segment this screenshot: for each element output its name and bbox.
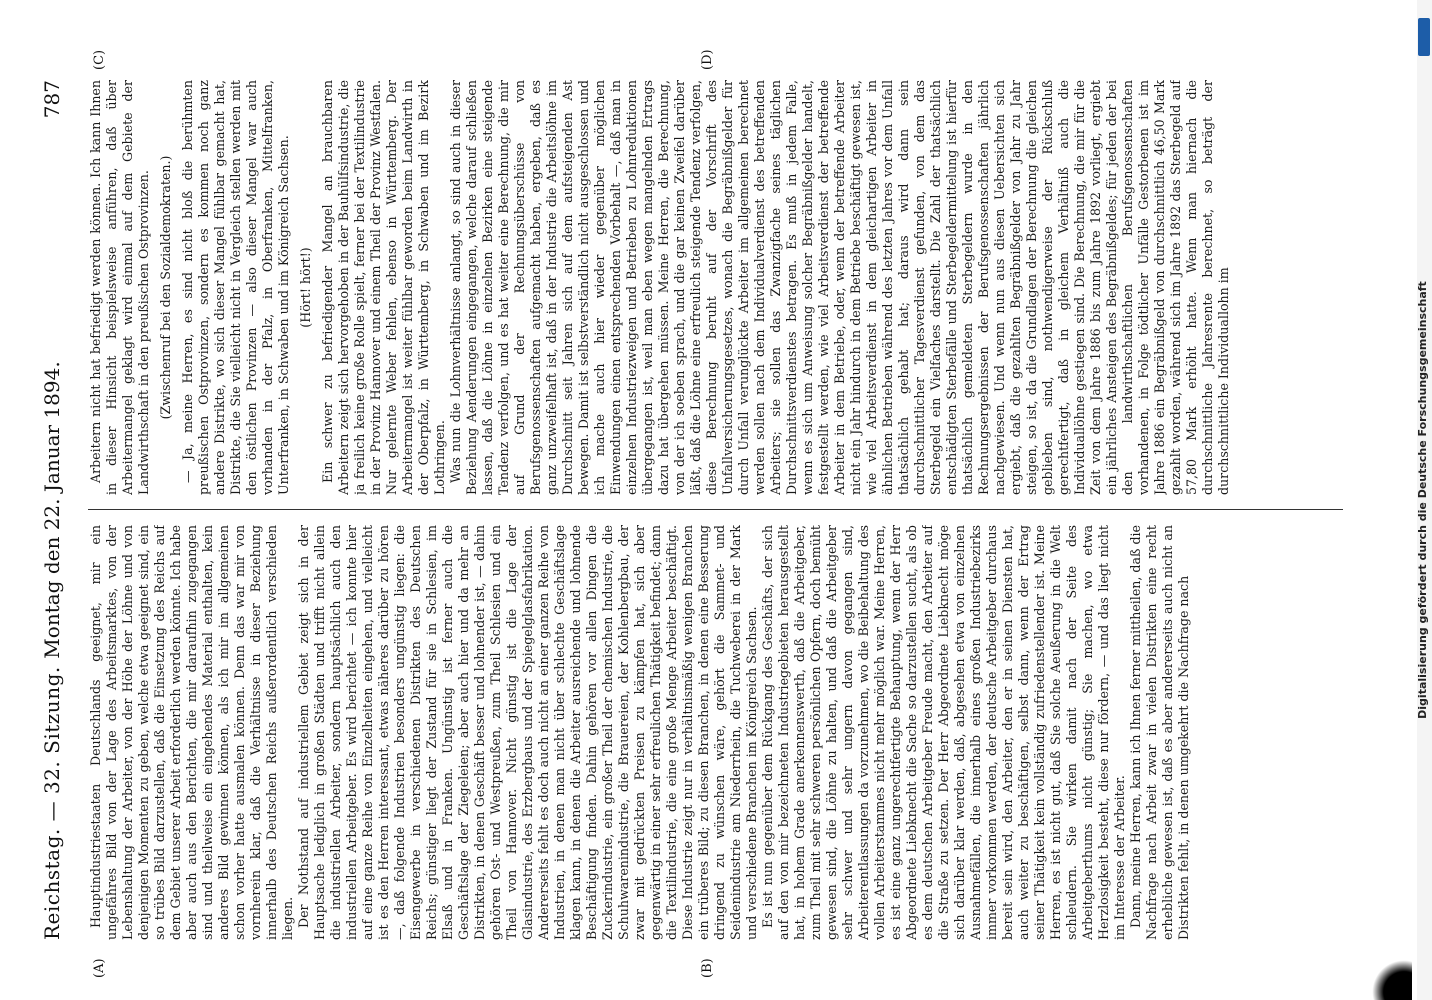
right-paragraph: Ein schwer zu befriedigender Mangel an brauchbaren Arbeitern zeigt sich hervorgehoben in der Bauhülfsindustrie, die ja freilich keine große Rolle spielt, ferner bei der Textilindustrie in der Provinz Hannover und einem Theil der Provinz Westfalen. Nur gelernte Weber fehlen, ebenso in Württemberg. Der Arbeitermangel ist weiter fühlbar geworden beim Landwirth in der Oberpfalz, in Württemberg, in Schwaben und im Bezirk Lothringen. xyxy=(320,80,447,495)
interjection: (Zwischenruf bei den Sozialdemokraten.) xyxy=(158,155,173,420)
right-column xyxy=(88,80,1343,495)
marker-a: (A) xyxy=(92,958,107,978)
interjection: (Hört! hört!) xyxy=(298,247,313,328)
marker-c: (C) xyxy=(92,49,107,70)
left-column xyxy=(88,525,1343,940)
marker-d: (D) xyxy=(700,49,715,70)
column-divider xyxy=(88,509,1343,510)
left-paragraph: Es ist nun gegenüber dem Rückgang des Geschäfts, der sich auf den von mir bezeichneten Industriegebieten herausgestellt hat, in hohem Grade anerkennenswerth, daß die Arbeitgeber, zum Theil mit sehr schweren persönlichen Opfern, doch bemüht gewesen sind, die Löhne zu halten, und daß die Arbeitgeber sehr schwer und sehr ungern davon gegangen sind, Arbeiterentlassungen da vorzunehmen, wo die Beibehaltung des vollen Arbeiterstammes nicht mehr möglich war. Meine Herren, es ist eine ganz ungerechtfertigte Behauptung, wenn der Herr Abgeordnete Liebknecht die Sache so darzustellen sucht, als ob es dem deutschen Arbeitgeber Freude macht, den Arbeiter auf die Straße zu setzen. Der Herr Abgeordnete Liebknecht möge sich darüber klar werden, daß, abgesehen etwa von einzelnen Ausnahmefällen, die innerhalb eines großen Industriebezirks immer vorkommen werden, der deutsche Arbeitgeber durchaus bereit sein wird, den Arbeiter, den er in seinen Diensten hat, auch weiter zu beschäftigen, selbst dann, wenn der Ertrag seiner Thätigkeit kein vollständig zufriedenstellender ist. Meine Herren, es ist nicht gut, daß Sie solche Aeußerung in die Welt schleudern. Sie wirken damit nach der Seite des Arbeitgeberthums nicht günstig; Sie machen, wo etwa Herzlosigkeit besteht, diese nur fördern, — und das liegt nicht im Interesse der Arbeiter. xyxy=(760,525,1127,940)
page-number: 787 xyxy=(40,80,64,119)
scan-corner-shadow xyxy=(1372,960,1412,1000)
left-paragraph: Hauptindustriestaaten Deutschlands geeignet, mir ein ungefähres Bild von der Lage des Arbeitsmarktes, von der Lebenshaltung der Arbeiter, von der Höhe der Löhne und von denjenigen Momenten zu geben, welche etwa geeignet sind, ein so trübes Bild darzustellen, daß die Einsetzung des Reichs auf dem Gebiet unserer Arbeit erforderlich werden könnte. Ich habe aber auch aus den Berichten, die mir daraufhin zugegangen sind und theilweise ein eingehendes Material enthalten, kein anderes Bild gewinnen können, als ich mir im allgemeinen schon vorher hatte ausmalen können. Denn das war mir von vornherein klar, daß die Verhältnisse in dieser Beziehung innerhalb des Deutschen Reichs außerordentlich verschieden liegen. xyxy=(88,525,295,940)
page-header xyxy=(40,80,74,940)
header-date: Montag den 22. Januar 1894. xyxy=(40,361,64,659)
marker-b: (B) xyxy=(700,958,715,978)
header-session: Reichstag. — 32. Sitzung. xyxy=(40,666,64,940)
dfg-notice: Digitalisierung gefördert durch die Deutsche Forschungsgemeinschaft xyxy=(1416,281,1429,719)
right-paragraph: Was nun die Lohnverhältnisse anlangt, so sind auch in dieser Beziehung Aenderungen eingegangen, welche darauf schließen lassen, daß die Löhne in einzelnen Bezirken eine steigende Tendenz verfolgen, und es hat weiter eine Berechnung, die mir auf Grund der Rechnungsüberschüsse von Berufsgenossenschaften aufgemacht haben, ergeben, daß es ganz unzweifelhaft ist, daß in der Industrie die Arbeitslöhne im Durchschnitt seit Jahren sich auf dem aufsteigenden Ast bewegen. Damit ist selbstverständlich nicht ausgeschlossen und ich mache auch hier wieder gegenüber möglichen Einwendungen einen entsprechenden Vorbehalt —, daß man in einzelnen Industriezweigen und Betrieben zu Lohnreduktionen übergegangen ist, weil man eben wegen mangelnden Ertrags dazu hat übergehen müssen. Meine Herren, die Berechnung, von der ich soeben sprach, und die gar keinen Zweifel darüber läßt, daß die Löhne eine erfreulich steigende Tendenz verfolgen, diese Berechnung beruht auf der Vorschrift des Unfallversicherungsgesetzes, wonach die Begräbnißgelder für durch Unfall verunglückte Arbeiter im allgemeinen berechnet werden sollen nach dem Individualverdienst des betreffenden Arbeiters; sie sollen das Zwanzigfache seines täglichen Durchschnittsverdienstes betragen. Es muß in jedem Falle, wenn es sich um Anweisung solcher Begräbnißgelder handelt, festgestellt werden, wie viel Arbeitsverdienst der betreffende Arbeiter in dem Betriebe, oder, wenn der betreffende Arbeiter nicht ein Jahr hindurch in dem Betriebe beschäftigt gewesen ist, wie viel Arbeitsverdienst in dem gleichartigen Arbeiter in ähnlichen Betrieben während des letzten Jahres vor dem Unfall thatsächlich gehabt hat; daraus wird dann sein durchschnittlicher Tagesverdienst gefunden, von dem das Sterbegeld ein Vielfaches darstellt. Die Zahl der thatsächlich entschädigten Sterbefälle und Sterbegeldermittelung ist hierfür thatsächlich gemeldeten Sterbegeldern wurde in den Rechnungsergebnissen der Berufsgenossenschaften jährlich nachgewiesen. Und wenn nun aus diesen Uebersichten sich ergiebt, daß die gezahlten Begräbnißgelder von Jahr zu Jahr steigen, so ist, da die Grundlagen der Berechnung die gleichen geblieben sind, nothwendigerweise der Rückschluß gerechtfertigt, daß in gleichem Verhältniß auch die Individuallöhne gestiegen sind. Die Berechnung, die mir für die Zeit von dem Jahre 1886 bis zum Jahre 1892 vorliegt, ergiebt ein jährliches Ansteigen des Begräbnißgeldes; für jeden der bei den landwirthschaftlichen Berufsgenossenschaften vorhandenen, in Folge tödtlicher Unfälle Gestorbenen ist im Jahre 1886 ein Begräbnißgeld von durchschnittlich 46,50 Mark gezahlt worden, während sich im Jahre 1892 das Sterbegeld auf 57,80 Mark erhöht hatte. Wenn man hiernach die durchschnittliche Jahresrente berechnet, so beträgt der durchschnittliche Individuallohn im xyxy=(448,80,1231,495)
left-paragraph: Dann, meine Herren, kann ich Ihnen ferner mittheilen, daß die Nachfrage nach Arbeit zwar in vielen Distrikten eine recht erhebliche gewesen ist, daß es aber andererseits auch nicht an Distrikten fehlt, in denen umgekehrt die Nachfrage nach xyxy=(1128,525,1191,940)
left-paragraph: Der Nothstand auf industriellem Gebiet zeigt sich in der Hauptsache lediglich in großen Städten und trifft nicht allein die industriellen Arbeiter, sondern hauptsächlich auch den industriellen Arbeitgeber. Es wird berichtet — ich konnte hier auf eine ganze Reihe von Einzelheiten eingehen, und vielleicht ist es den Herren interessant, etwas näheres darüber zu hören —, daß folgende Industrien besonders ungünstig liegen: die Eisengewerbe in verschiedenen Distrikten des Deutschen Reichs; günstiger liegt der Zustand für sie in Schlesien, im Elsaß und in Franken. Ungünstig ist ferner auch die Geschäftslage der Ziegeleien; aber auch hier und da mehr an Distrikten, in denen Geschäft besser und lohnender ist, — dahin gehören Ost- und Westpreußen, zum Theil Schlesien und ein Theil von Hannover. Nicht günstig ist die Lage der Glasindustrie, des Erzbergbaus und der Spiegelglasfabrikation. Andererseits fehlt es doch auch nicht an einer ganzen Reihe von Industrien, in denen man nicht über schlechte Geschäftslage klagen kann, in denen die Arbeiter ausreichende und lohnende Beschäftigung finden. Dahin gehören vor allen Dingen die Zuckerindustrie, ein großer Theil der chemischen Industrie, die Schuhwarenindustrie, die Brauereien, der Kohlenbergbau, der zwar mit gedrückten Preisen zu kämpfen hat, sich aber gegenwärtig in einer sehr erfreulichen Thätigkeit befindet; dann die Textilindustrie, die eine große Menge Arbeiter beschäftigt. Diese Industrie zeigt nur in verhältnismäßig wenigen Branchen ein trüberes Bild; zu diesen Branchen, in denen eine Besserung dringend zu wünschen wäre, gehört die Sammet- und Seidenindustrie am Niederrhein, die Tuchweberei in der Mark und verschiedene Branchen im Königreich Sachsen. xyxy=(296,525,759,940)
right-paragraph: Arbeitern nicht hat befriedigt werden können. Ich kann Ihnen in dieser Hinsicht beispielsweise anführen, daß über Arbeitermangel geklagt wird einmal auf dem Gebiete der Landwirthschaft in den preußischen Ostprovinzen. xyxy=(88,80,151,495)
right-paragraph: — Ja, meine Herren, es sind nicht bloß die berühmten preußischen Ostprovinzen, sondern es kommen noch ganz andere Distrikte, wo sich dieser Mangel fühlbar gemacht hat, Distrikte, die Sie vielleicht nicht in Vergleich stellen werden mit den östlichen Provinzen — also dieser Mangel war auch vorhanden in der Pfalz, in Oberfranken, Mittelfranken, Unterfranken, in Schwaben und im Königreich Sachsen. xyxy=(180,80,291,495)
